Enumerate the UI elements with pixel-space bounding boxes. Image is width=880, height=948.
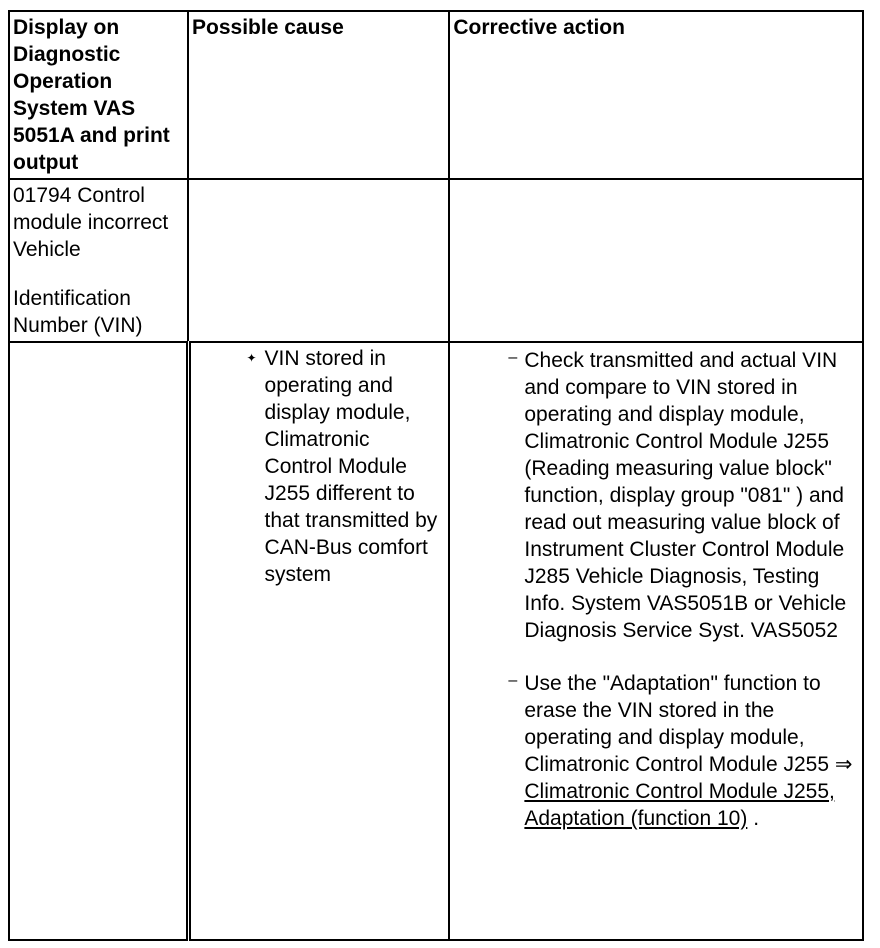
detail-empty-cell — [9, 342, 188, 940]
diagnostic-table — [8, 10, 864, 941]
header-display: Display on Diagnostic Operation System VAS 5051A and print output — [9, 11, 188, 179]
action-item-adaptation — [508, 670, 858, 832]
action-suffix: . — [747, 807, 760, 830]
action-gap — [450, 644, 862, 666]
dash-bullet-icon: – — [508, 349, 518, 366]
action-item-check-vin — [508, 347, 858, 644]
fault-code-cell — [9, 179, 188, 342]
cause-text: VIN stored in operating and display module, Climatronic Control Module J255 different to that transmitted by CAN-Bus comfort system — [264, 347, 438, 586]
detail-row — [9, 342, 863, 940]
adaptation-link[interactable]: Climatronic Control Module J255, Adaptation (function 10) — [524, 780, 835, 830]
fault-code-text: 01794 Control module incorrect Vehicle — [13, 184, 169, 261]
dash-bullet-icon: – — [508, 672, 518, 689]
action-text: Check transmitted and actual VIN and compare to VIN stored in operating and display module, Climatronic Control Module J255 (Reading measuring value block" function, display group "081" ) and read out measuring value block of Instrument Cluster Control Module J285 Vehicle Diagnosis, Testing Info. System VAS5051B or Vehicle Diagnosis Service Syst. VAS5052 — [524, 349, 847, 642]
fault-cause-empty — [188, 179, 449, 342]
diamond-bullet-icon: ✦ — [246, 351, 257, 365]
fault-code-text-cont: Identification Number (VIN) — [13, 287, 143, 337]
action-text: Use the "Adaptation" function to erase the VIN stored in the operating and display module, Climatronic Control Module J255 ⇒ — [524, 672, 853, 776]
header-row — [9, 11, 863, 179]
fault-code-row — [9, 179, 863, 342]
header-corrective-action: Corrective action — [449, 11, 863, 179]
possible-cause-cell — [188, 342, 449, 940]
fault-action-empty — [449, 179, 863, 342]
cause-list-item — [246, 345, 439, 588]
fault-gap — [13, 263, 184, 285]
corrective-action-cell — [449, 342, 863, 940]
header-possible-cause: Possible cause — [188, 11, 449, 179]
